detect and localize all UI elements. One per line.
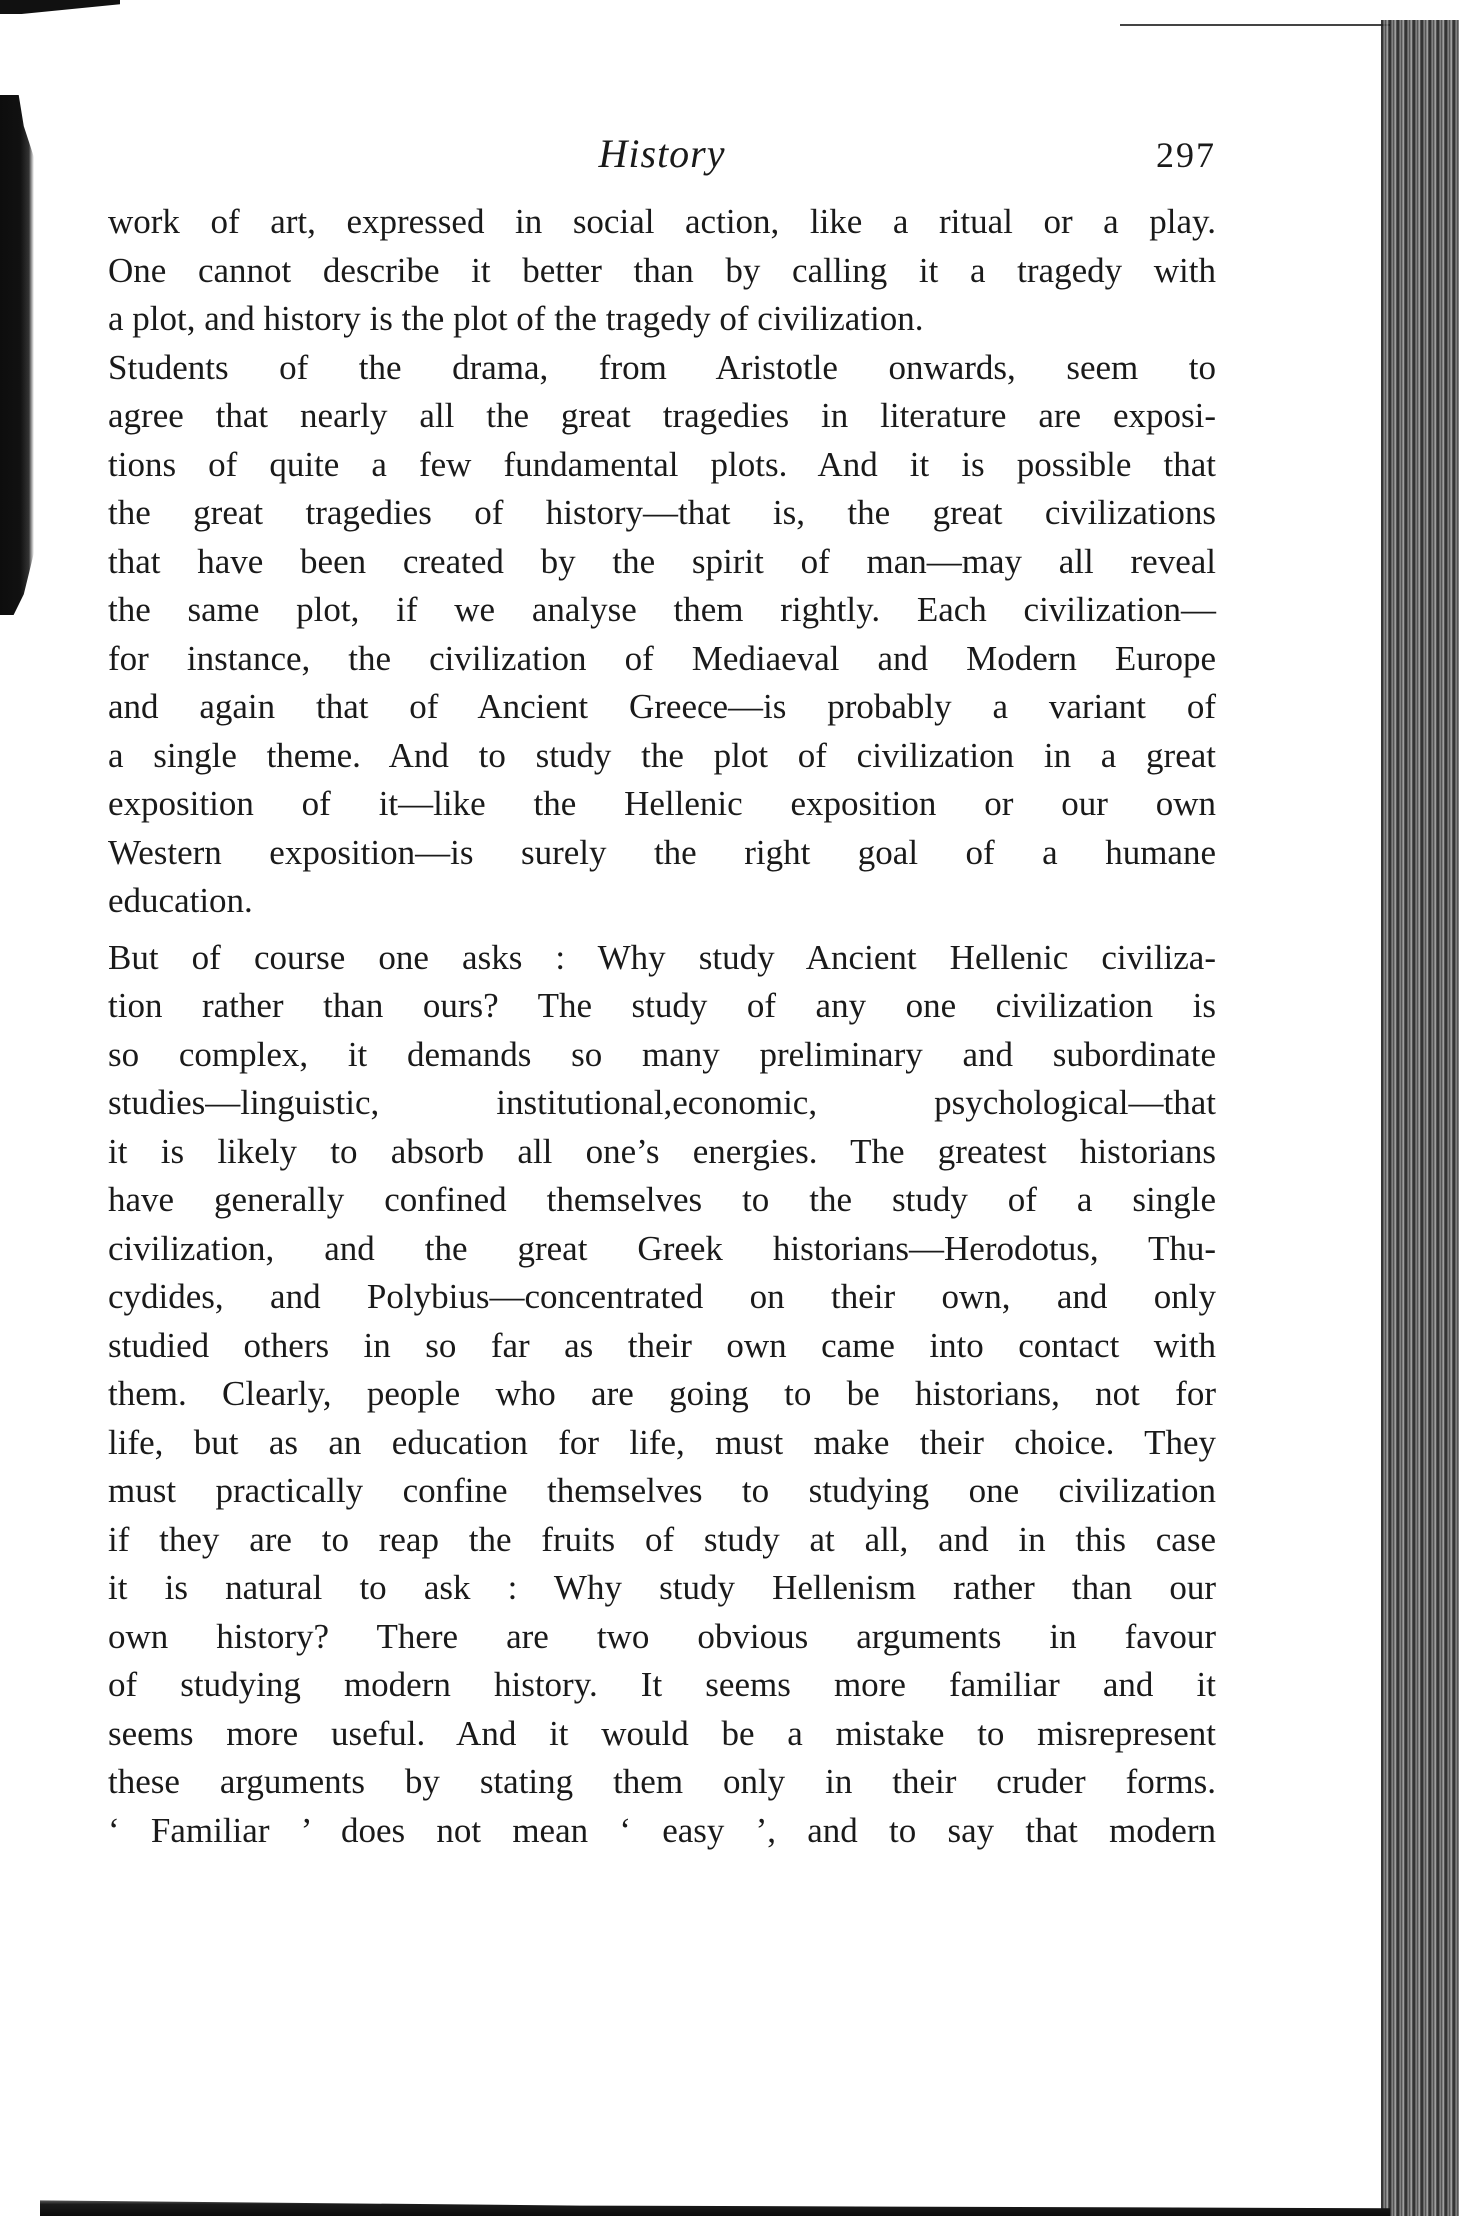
scan-shadow-left-edge [0,95,34,615]
text-line: the great tragedies of history—that is, the great civilizations [108,493,1216,532]
running-head-title: History [598,131,726,176]
text-line: so complex, it demands so many preliminary and subordinate [108,1034,1216,1074]
text-line: studies—linguistic, institutional,economic, psychological—that [108,1083,1216,1122]
text-line: that have been created by the spirit of man—may all reveal [108,541,1216,581]
text-line: studied others in so far as their own came into contact with [108,1325,1216,1365]
text-line: But of course one asks : Why study Ancient Hellenic civiliza- [108,937,1216,977]
text-line: civilization, and the great Greek historians—Herodotus, Thu- [108,1228,1216,1268]
page-number: 297 [1156,135,1216,175]
text-line: Western exposition—is surely the right goal of a humane [108,832,1216,872]
paragraph-gap [108,926,1216,934]
text-line: these arguments by stating them only in their cruder forms. [108,1762,1216,1801]
text-line: exposition of it—like the Hellenic exposition or our own [108,784,1216,823]
text-line: education. [108,881,253,920]
text-line: work of art, expressed in social action, like a ritual or a play. [108,202,1216,241]
body-text [108,198,1216,1855]
scan-page-edge-line [1120,24,1390,26]
text-line: a single theme. And to study the plot of civilization in a great [108,735,1216,775]
text-line: own history? There are two obvious arguments in favour [108,1616,1216,1656]
text-line: tion rather than ours? The study of any one civilization is [108,986,1216,1025]
text-line: and again that of Ancient Greece—is probably a variant of [108,687,1216,726]
text-line: agree that nearly all the great tragedies in literature are exposi- [108,396,1216,435]
text-line: Students of the drama, from Aristotle onwards, seem to [108,347,1216,387]
text-line: cydides, and Polybius—concentrated on their own, and only [108,1277,1216,1316]
text-line: ‘ Familiar ’ does not mean ‘ easy ’, and to say that modern [108,1810,1216,1850]
text-line: if they are to reap the fruits of study at all, and in this case [108,1519,1216,1559]
text-line: life, but as an education for life, must make their choice. They [108,1422,1216,1462]
text-line: have generally confined themselves to the study of a single [108,1180,1216,1219]
scan-book-edge-right [1381,20,1459,2216]
text-line: of studying modern history. It seems more familiar and it [108,1665,1216,1704]
text-line: for instance, the civilization of Mediaeval and Modern Europe [108,638,1216,678]
text-line: them. Clearly, people who are going to be historians, not for [108,1374,1216,1413]
text-line: must practically confine themselves to studying one civilization [108,1471,1216,1510]
text-line: One cannot describe it better than by calling it a tragedy with [108,250,1216,290]
scan-shadow-top-left [0,0,120,14]
running-head [108,130,1216,192]
text-line: seems more useful. And it would be a mistake to misrepresent [108,1713,1216,1753]
text-line: tions of quite a few fundamental plots. And it is possible that [108,444,1216,484]
book-page [108,130,1216,1855]
text-line: a plot, and history is the plot of the tragedy of civilization. [108,299,924,338]
scan-shadow-bottom [40,2190,1390,2216]
text-line: it is likely to absorb all one’s energies. The greatest historians [108,1131,1216,1171]
text-line: it is natural to ask : Why study Hellenism rather than our [108,1568,1216,1607]
text-line: the same plot, if we analyse them rightly. Each civilization— [108,590,1216,629]
